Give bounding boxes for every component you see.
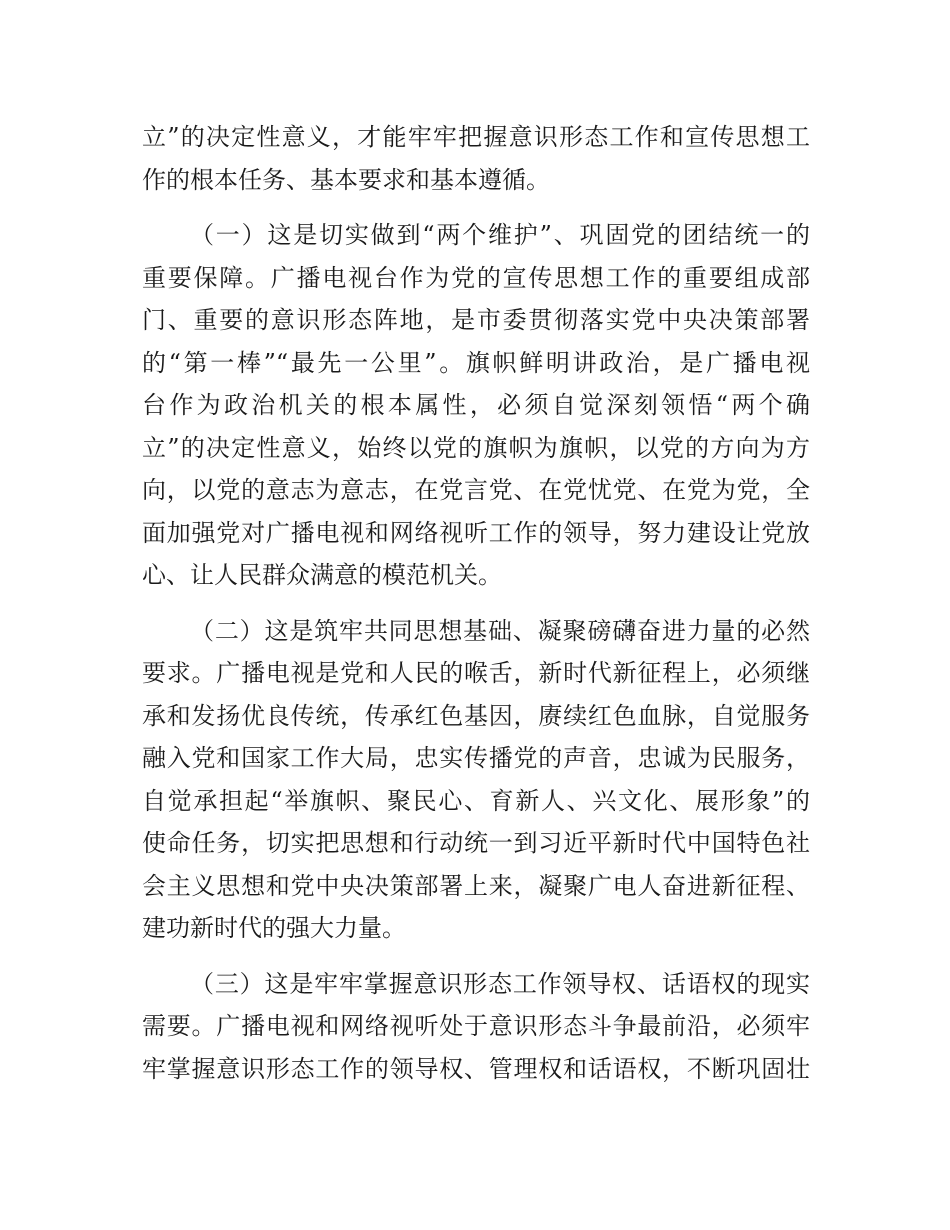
text-line: 要求。广播电视是党和人民的喉舌，新时代新征程上，必须继	[142, 659, 810, 687]
text-line: 作的根本任务、基本要求和基本遵循。	[142, 165, 550, 194]
text-line: 会主义思想和党中央决策部署上来，凝聚广电人奋进新征程、	[142, 871, 810, 900]
document-body	[142, 116, 810, 1103]
text-line: 立”的决定性意义，才能牢牢把握意识形态工作和宣传思想工	[142, 123, 810, 151]
paragraph-section-2	[142, 610, 810, 950]
paragraph-continuation	[142, 116, 810, 201]
text-line: （二）这是筑牢共同思想基础、凝聚磅礴奋进力量的必然	[190, 616, 810, 645]
text-line: 重要保障。广播电视台作为党的宣传思想工作的重要组成部	[142, 263, 810, 292]
text-line: 承和发扬优良传统，传承红色基因，赓续红色血脉，自觉服务	[142, 701, 810, 730]
paragraph-section-1	[142, 214, 810, 597]
text-line: 的“第一棒”“最先一公里”。旗帜鲜明讲政治，是广播电视	[142, 348, 810, 377]
text-line: 心、让人民群众满意的模范机关。	[142, 561, 502, 589]
paragraph-section-3	[142, 963, 810, 1091]
text-line: 融入党和国家工作大局，忠实传播党的声音，忠诚为民服务，	[142, 744, 810, 772]
text-line: 建功新时代的强大力量。	[142, 914, 406, 942]
text-line: （一）这是切实做到“两个维护”、巩固党的团结统一的	[190, 221, 810, 249]
text-line: 牢掌握意识形态工作的领导权、管理权和话语权，不断巩固壮	[142, 1054, 810, 1083]
text-line: （三）这是牢牢掌握意识形态工作领导权、话语权的现实	[190, 969, 810, 998]
text-line: 自觉承担起“举旗帜、聚民心、育新人、兴文化、展形象”的	[142, 786, 810, 815]
text-line: 面加强党对广播电视和网络视听工作的领导，努力建设让党放	[142, 518, 810, 547]
text-line: 台作为政治机关的根本属性，必须自觉深刻领悟“两个确	[142, 391, 810, 419]
text-line: 立”的决定性意义，始终以党的旗帜为旗帜，以党的方向为方	[142, 433, 810, 462]
text-line: 门、重要的意识形态阵地，是市委贯彻落实党中央决策部署	[142, 306, 810, 334]
text-line: 向，以党的意志为意志，在党言党、在党忧党、在党为党，全	[142, 476, 810, 504]
text-line: 需要。广播电视和网络视听处于意识形态斗争最前沿，必须牢	[142, 1012, 810, 1040]
text-line: 使命任务，切实把思想和行动统一到习近平新时代中国特色社	[142, 829, 810, 857]
